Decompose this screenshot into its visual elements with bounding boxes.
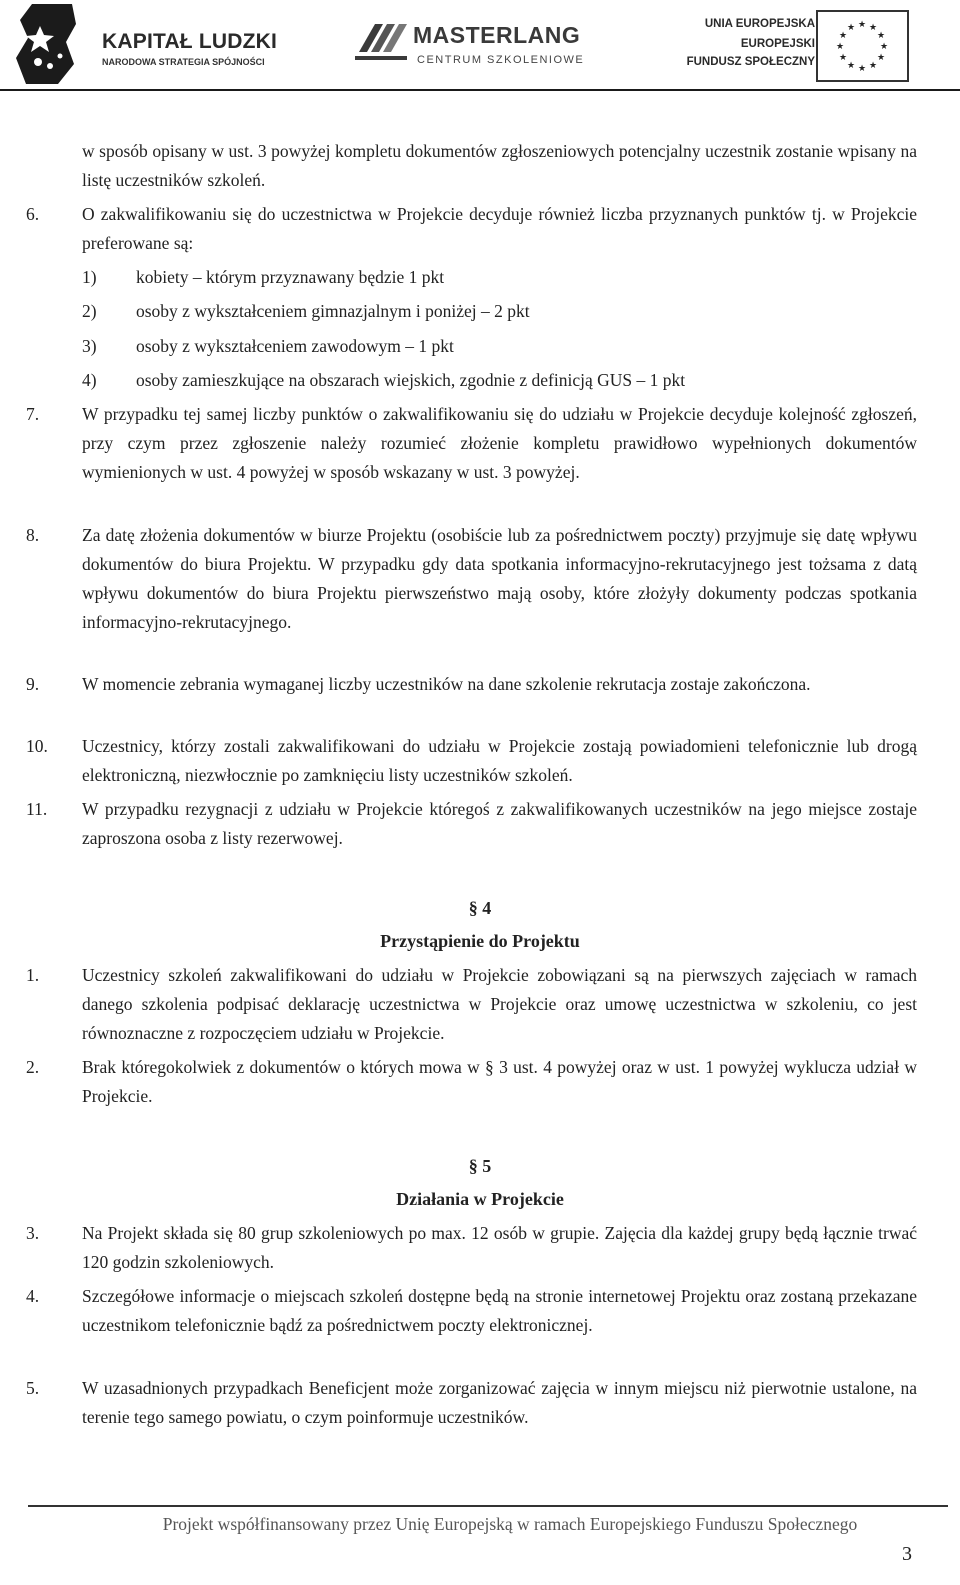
list-number: 8. — [26, 525, 40, 545]
list-number: 2. — [26, 1057, 40, 1077]
masterlang-title: MASTERLANG — [413, 22, 581, 48]
criteria-number: 1) — [82, 267, 97, 287]
list-number: 9. — [26, 674, 40, 694]
eu-logo — [678, 6, 913, 84]
criteria-item — [82, 263, 444, 292]
section-4-title: Przystąpienie do Projektu — [380, 931, 580, 951]
eu-flag-icon — [816, 10, 909, 82]
section-5-title: Działania w Projekcie — [396, 1189, 564, 1209]
masterlang-emblem-icon — [355, 18, 409, 62]
list-number: 11. — [26, 799, 48, 819]
list-item-11: W przypadku rezygnacji z udziału w Projekcie któregoś z zakwalifikowanych uczestników na jego miejsce zostaje zaproszona osoba z listy rezerwowej. — [82, 799, 917, 848]
criteria-item — [82, 332, 454, 361]
section-5-item-5: W uzasadnionych przypadkach Beneficjent może zorganizować zajęcia w innym miejscu niż pierwotnie ustalone, na terenie tego samego powiatu, o czym poinformuje uczestników. — [82, 1378, 917, 1427]
svg-text:★: ★ — [838, 31, 848, 41]
criteria-text: osoby z wykształceniem gimnazjalnym i poniżej – 2 pkt — [136, 301, 530, 321]
criteria-text: kobiety – którym przyznawany będzie 1 pkt — [136, 267, 445, 287]
section-5-item-3: Na Projekt składa się 80 grup szkoleniowych po max. 12 osób w grupie. Zajęcia dla każdej grupy będą łącznie trwać 120 godzin szkoleniowych. — [82, 1223, 917, 1272]
section-4-item-1: Uczestnicy szkoleń zakwalifikowani do udziału w Projekcie zobowiązani są na pierwszych zajęciach w ramach danego szkolenia podpisać deklarację uczestnictwa w Projekcie oraz umowę uczestnictwa w szkoleniu, co jest równoznaczne z rozpoczęciem udziału w Projekcie. — [82, 965, 917, 1043]
section-4-symbol: § 4 — [468, 898, 492, 918]
criteria-item — [82, 297, 530, 326]
list-item-9: W momencie zebrania wymaganej liczby uczestników na dane szkolenie rekrutacja zostaje zakończona. — [82, 674, 811, 694]
svg-text:★: ★ — [835, 42, 845, 52]
list-number: 5. — [26, 1378, 40, 1398]
footer-funding-note: Projekt współfinansowany przez Unię Europejską w ramach Europejskiego Funduszu Społecznego — [162, 1514, 858, 1534]
kapital-ludzki-emblem-icon — [14, 2, 84, 86]
list-item-7: W przypadku tej samej liczby punktów o zakwalifikowaniu się do udziału w Projekcie decyduje kolejność zgłoszeń, przy czym przez zgłoszenie należy rozumieć złożenie kompletu prawidłowo wypełnionych dokumentów wymienionych w ust. 4 powyżej w sposób wskazany w ust. 3 powyżej. — [82, 404, 917, 482]
list-number: 3. — [26, 1223, 40, 1243]
svg-text:★: ★ — [879, 42, 889, 52]
svg-text:★: ★ — [876, 31, 886, 41]
criteria-number: 4) — [82, 370, 97, 390]
svg-text:★: ★ — [846, 23, 856, 33]
page-number: 3 — [902, 1543, 912, 1565]
section-5-symbol: § 5 — [468, 1156, 492, 1176]
criteria-item — [82, 366, 685, 395]
list-item-8: Za datę złożenia dokumentów w biurze Projektu (osobiście lub za pośrednictwem poczty) przyjmuje się datę wpływu dokumentów do biura Projektu. W przypadku gdy data spotkania informacyjno-rekrutacyjnego jest tożsama z datą wpływu dokumentów do biura Projektu pierwszeństwo mają osoby, które złożyły dokumenty podczas spotkania informacyjno-rekrutacyjnego. — [82, 525, 917, 632]
svg-text:★: ★ — [846, 61, 856, 71]
svg-text:★: ★ — [857, 20, 867, 30]
criteria-number: 2) — [82, 301, 97, 321]
eu-line-1: UNIA EUROPEJSKA — [704, 18, 815, 30]
section-4-item-2: Brak któregokolwiek z dokumentów o których mowa w § 3 ust. 4 powyżej oraz w ust. 1 powyżej wyklucza udział w Projekcie. — [82, 1057, 917, 1106]
list-number: 4. — [26, 1286, 40, 1306]
svg-text:★: ★ — [876, 53, 886, 63]
masterlang-subtitle: CENTRUM SZKOLENIOWE — [417, 54, 585, 66]
item-5-continuation: w sposób opisany w ust. 3 powyżej kompletu dokumentów zgłoszeniowych potencjalny uczestnik zostanie wpisany na listę uczestników szkoleń. — [82, 141, 917, 190]
header-divider — [0, 89, 960, 91]
criteria-number: 3) — [82, 336, 97, 356]
kapital-ludzki-title: KAPITAŁ LUDZKI — [102, 30, 278, 53]
svg-text:★: ★ — [838, 53, 848, 63]
svg-text:★: ★ — [857, 64, 867, 74]
eu-line-3: FUNDUSZ SPOŁECZNY — [686, 56, 815, 68]
list-number: 10. — [26, 736, 48, 756]
svg-text:★: ★ — [868, 61, 878, 71]
section-5-item-4: Szczegółowe informacje o miejscach szkoleń dostępne będą na stronie internetowej Projektu oraz zostaną przekazane uczestnikom telefonicznie bądź za pośrednictwem poczty elektronicznej. — [82, 1286, 917, 1335]
page-header — [0, 0, 960, 92]
masterlang-logo — [355, 10, 605, 80]
list-item-6: O zakwalifikowaniu się do uczestnictwa w Projekcie decyduje również liczba przyznanych punktów tj. w Projekcie preferowane są: — [82, 204, 917, 253]
list-number: 1. — [26, 965, 40, 985]
list-number: 7. — [26, 404, 40, 424]
eu-stars-icon — [818, 12, 907, 80]
list-item-10: Uczestnicy, którzy zostali zakwalifikowani do udziału w Projekcie zostają powiadomieni telefonicznie lub drogą elektroniczną, niezwłocznie po zamknięciu listy uczestników szkoleń. — [82, 736, 917, 785]
kapital-ludzki-subtitle: NARODOWA STRATEGIA SPÓJNOŚCI — [102, 57, 265, 67]
eu-line-2: EUROPEJSKI — [740, 38, 815, 50]
list-number: 6. — [26, 204, 40, 224]
criteria-text: osoby zamieszkujące na obszarach wiejskich, zgodnie z definicją GUS – 1 pkt — [136, 370, 686, 390]
svg-text:★: ★ — [868, 23, 878, 33]
kapital-ludzki-logo — [14, 2, 289, 86]
criteria-text: osoby z wykształceniem zawodowym – 1 pkt — [136, 336, 454, 356]
footer-divider — [28, 1505, 948, 1507]
